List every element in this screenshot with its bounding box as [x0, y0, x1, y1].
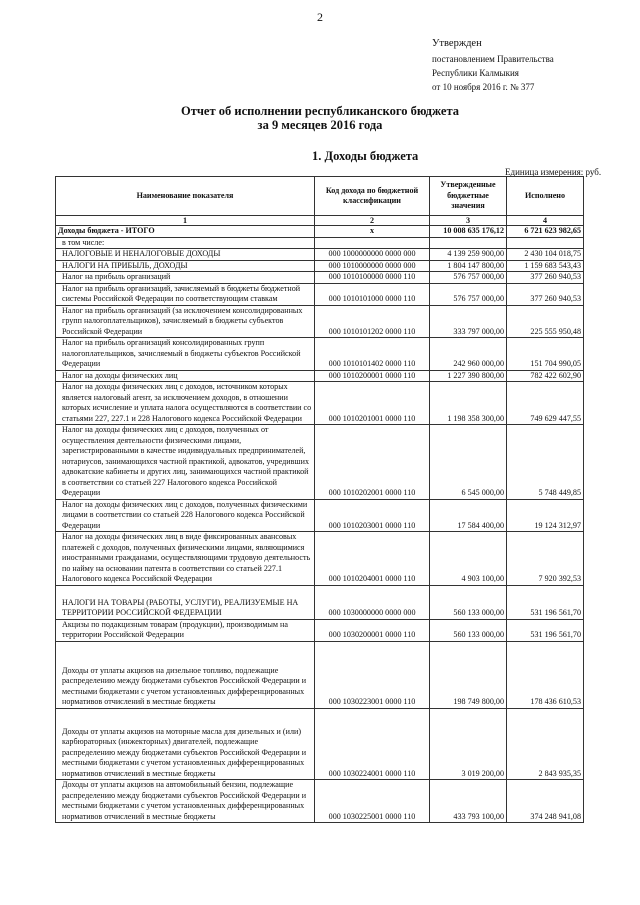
header-name: Наименование показателя — [56, 177, 315, 216]
row-name: НАЛОГОВЫЕ И НЕНАЛОГОВЫЕ ДОХОДЫ — [56, 249, 315, 261]
row-code: 000 1010101202 0000 110 — [315, 305, 430, 338]
row-executed: 225 555 950,48 — [507, 305, 584, 338]
row-executed: 5 748 449,85 — [507, 425, 584, 500]
row-name: Налог на доходы физических лиц в виде фиксированных авансовых платежей с доходов, полученных физическими лицами, являющимися иностранными гражданами, осуществляющими трудовую деятельность по найму на основании патента в соответствии со статьей 227.1 Налогового кодекса Российской Федерации — [56, 532, 315, 586]
row-name: Налог на прибыль организаций, зачисляемый в бюджеты бюджетной системы Российской Федерации по соответствующим ставкам — [56, 283, 315, 305]
row-name: НАЛОГИ НА ТОВАРЫ (РАБОТЫ, УСЛУГИ), РЕАЛИЗУЕМЫЕ НА ТЕРРИТОРИИ РОССИЙСКОЙ ФЕДЕРАЦИИ — [56, 585, 315, 619]
row-executed — [507, 237, 584, 249]
table-row — [56, 619, 584, 641]
table-row — [56, 425, 584, 500]
row-code: 000 1010202001 0000 110 — [315, 425, 430, 500]
column-number: 1 — [56, 216, 315, 226]
table-row — [56, 249, 584, 261]
row-approved: 4 903 100,00 — [430, 532, 507, 586]
row-code: 000 1000000000 0000 000 — [315, 249, 430, 261]
row-approved: 242 960 000,00 — [430, 338, 507, 371]
row-executed: 749 629 447,55 — [507, 382, 584, 425]
approval-line-2: постановлением Правительства — [432, 54, 554, 64]
row-code: 000 1030223001 0000 110 — [315, 641, 430, 708]
table-row-total — [56, 226, 584, 238]
row-approved: 4 139 259 900,00 — [430, 249, 507, 261]
row-code: 000 1010200001 0000 110 — [315, 370, 430, 382]
row-code: 000 1030224001 0000 110 — [315, 708, 430, 780]
row-approved: 3 019 200,00 — [430, 708, 507, 780]
row-name: Доходы бюджета - ИТОГО — [56, 226, 315, 238]
row-name: НАЛОГИ НА ПРИБЫЛЬ, ДОХОДЫ — [56, 260, 315, 272]
row-approved: 560 133 000,00 — [430, 585, 507, 619]
row-approved: 10 008 635 176,12 — [430, 226, 507, 238]
row-code: x — [315, 226, 430, 238]
table-row — [56, 338, 584, 371]
approval-line-3: Республики Калмыкия — [432, 68, 519, 78]
row-executed: 2 430 104 018,75 — [507, 249, 584, 261]
row-approved: 1 198 358 300,00 — [430, 382, 507, 425]
page-number: 2 — [317, 10, 323, 24]
row-code — [315, 237, 430, 249]
column-number: 4 — [507, 216, 584, 226]
approval-stamp — [432, 36, 554, 94]
row-approved: 6 545 000,00 — [430, 425, 507, 500]
row-executed: 531 196 561,70 — [507, 585, 584, 619]
column-number: 2 — [315, 216, 430, 226]
row-approved: 433 793 100,00 — [430, 780, 507, 823]
title-line-1: Отчет об исполнении республиканского бюджета — [181, 104, 459, 118]
table-row — [56, 780, 584, 823]
row-name: Налог на доходы физических лиц с доходов, полученных от осуществления деятельности физическими лицами, зарегистрированными в качестве индивидуальных предпринимателей, нотариусов, занимающихся частной практикой, адвокатов, учредивших адвокатские кабинеты и других лиц, занимающихся частной практикой в соответствии со статьей 227 Налогового кодекса Российской Федерации — [56, 425, 315, 500]
row-approved: 198 749 800,00 — [430, 641, 507, 708]
row-code: 000 1010204001 0000 110 — [315, 532, 430, 586]
row-name: Доходы от уплаты акцизов на моторные масла для дизельных и (или) карбюраторных (инжекторных) двигателей, подлежащие распределению между бюджетами субъектов Российской Федерации и местными бюджетами с учетом установленных дифференцированных нормативов отчислений в местные бюджеты — [56, 708, 315, 780]
row-code: 000 1030225001 0000 110 — [315, 780, 430, 823]
row-name: Налог на доходы физических лиц — [56, 370, 315, 382]
row-approved — [430, 237, 507, 249]
row-executed: 6 721 623 982,65 — [507, 226, 584, 238]
table-row — [56, 585, 584, 619]
row-name: Налог на прибыль организаций — [56, 272, 315, 284]
row-executed: 377 260 940,53 — [507, 272, 584, 284]
row-name: Доходы от уплаты акцизов на дизельное топливо, подлежащие распределению между бюджетами субъектов Российской Федерации и местными бюджетами с учетом установленных дифференцированных нормативов отчислений в местные бюджеты — [56, 641, 315, 708]
row-executed: 19 124 312,97 — [507, 499, 584, 532]
table-row — [56, 532, 584, 586]
document-title — [0, 104, 640, 132]
row-executed: 377 260 940,53 — [507, 283, 584, 305]
row-name: в том числе: — [56, 237, 315, 249]
table-row — [56, 283, 584, 305]
row-code: 000 1030000000 0000 000 — [315, 585, 430, 619]
row-name: Налог на доходы физических лиц с доходов, полученных физическими лицами в соответствии со статьей 228 Налогового кодекса Российской Федерации — [56, 499, 315, 532]
row-executed: 7 920 392,53 — [507, 532, 584, 586]
approval-line-4: от 10 ноября 2016 г. № 377 — [432, 82, 535, 92]
row-code: 000 1030200001 0000 110 — [315, 619, 430, 641]
row-executed: 178 436 610,53 — [507, 641, 584, 708]
table-row — [56, 260, 584, 272]
row-approved: 576 757 000,00 — [430, 283, 507, 305]
row-executed: 782 422 602,90 — [507, 370, 584, 382]
row-code: 000 1010201001 0000 110 — [315, 382, 430, 425]
table-row — [56, 499, 584, 532]
row-approved: 333 797 000,00 — [430, 305, 507, 338]
header-code: Код дохода по бюджетной классификации — [315, 177, 430, 216]
table-row — [56, 382, 584, 425]
row-executed: 151 704 990,05 — [507, 338, 584, 371]
title-line-2: за 9 месяцев 2016 года — [257, 118, 383, 132]
row-approved: 1 227 390 800,00 — [430, 370, 507, 382]
row-name: Акцизы по подакцизным товарам (продукции), производимым на территории Российской Федерации — [56, 619, 315, 641]
table-row — [56, 708, 584, 780]
row-code: 000 1010100000 0000 110 — [315, 272, 430, 284]
row-code: 000 1010203001 0000 110 — [315, 499, 430, 532]
section-title: 1. Доходы бюджета — [312, 149, 419, 163]
column-number-row — [56, 216, 584, 226]
row-code: 000 1010101000 0000 110 — [315, 283, 430, 305]
header-approved: Утвержденные бюджетные значения — [430, 177, 507, 216]
table-row — [56, 641, 584, 708]
row-name: Налог на прибыль организаций консолидированных групп налогоплательщиков, зачисляемый в бюджеты субъектов Российской Федерации — [56, 338, 315, 371]
table-row — [56, 305, 584, 338]
row-code: 000 1010101402 0000 110 — [315, 338, 430, 371]
column-number: 3 — [430, 216, 507, 226]
approval-line-1: Утвержден — [432, 38, 482, 49]
row-executed: 531 196 561,70 — [507, 619, 584, 641]
row-approved: 560 133 000,00 — [430, 619, 507, 641]
row-approved: 576 757 000,00 — [430, 272, 507, 284]
header-executed: Исполнено — [507, 177, 584, 216]
table-row — [56, 237, 584, 249]
income-table — [55, 176, 584, 823]
table-row — [56, 370, 584, 382]
row-approved: 1 804 147 800,00 — [430, 260, 507, 272]
table-row — [56, 272, 584, 284]
row-name: Налог на прибыль организаций (за исключением консолидированных групп налогоплательщиков), зачисляемый в бюджеты субъектов Российской Федерации — [56, 305, 315, 338]
row-executed: 374 248 941,08 — [507, 780, 584, 823]
row-name: Налог на доходы физических лиц с доходов, источником которых является налоговый агент, за исключением доходов, в отношении которых исчисление и уплата налога осуществляются в соответствии со статьями 227, 227.1 и 228 Налогового кодекса Российской Федерации — [56, 382, 315, 425]
row-approved: 17 584 400,00 — [430, 499, 507, 532]
table-header-row — [56, 177, 584, 216]
row-executed: 2 843 935,35 — [507, 708, 584, 780]
row-code: 000 1010000000 0000 000 — [315, 260, 430, 272]
row-name: Доходы от уплаты акцизов на автомобильный бензин, подлежащие распределению между бюджетами субъектов Российской Федерации и местными бюджетами с учетом установленных дифференцированных нормативов отчислений в местные бюджеты — [56, 780, 315, 823]
row-executed: 1 159 683 543,43 — [507, 260, 584, 272]
unit-label: Единица измерения: руб. — [505, 167, 602, 177]
